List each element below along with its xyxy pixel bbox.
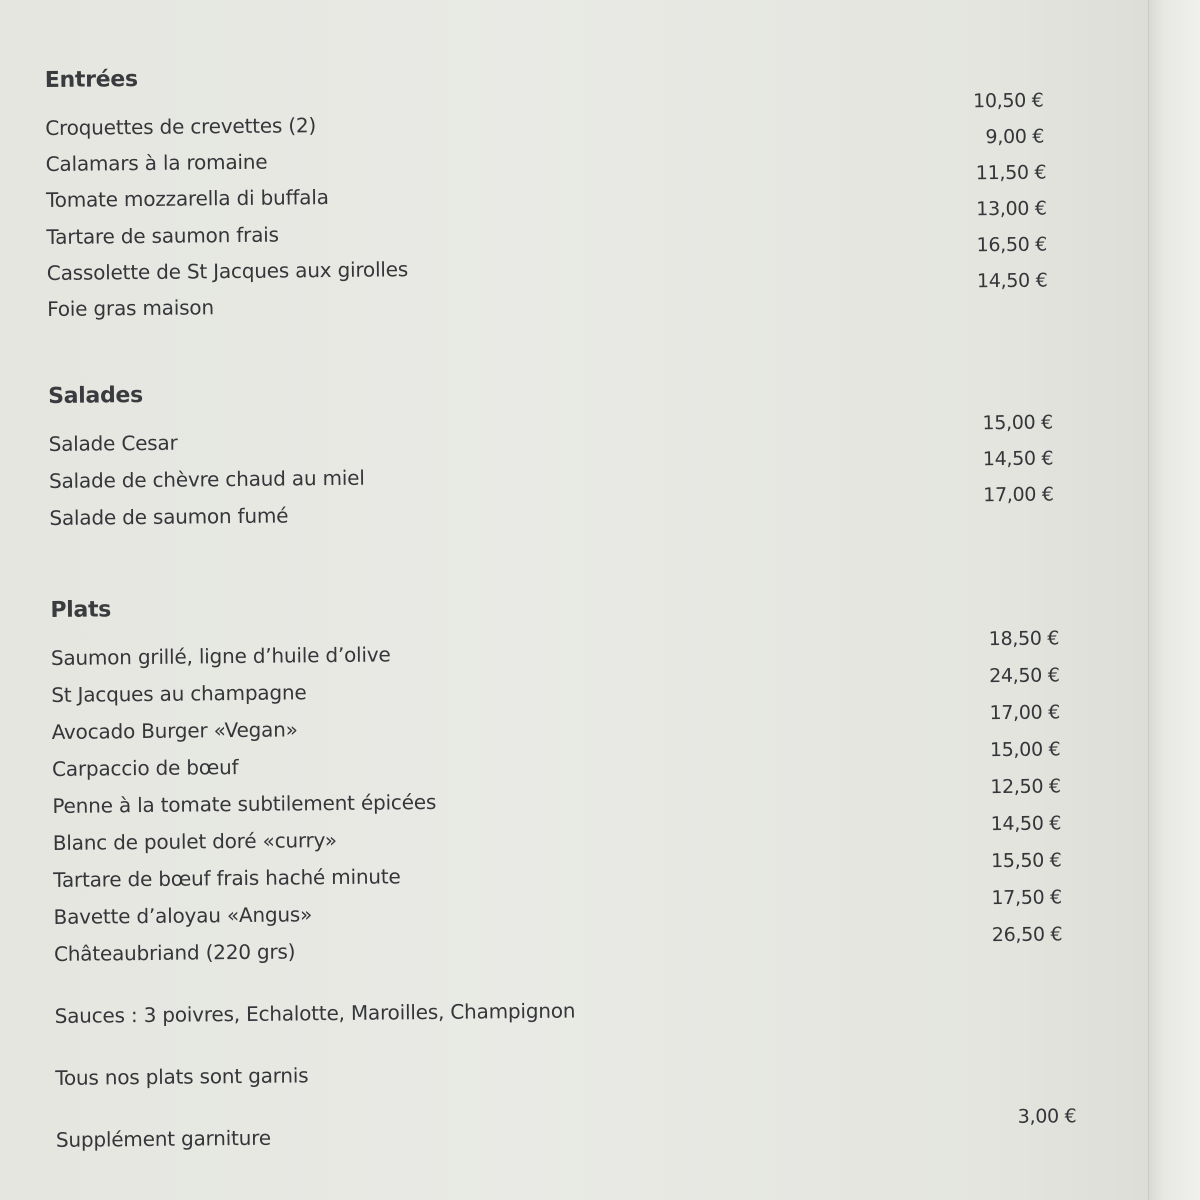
menu-price: 14,50 € <box>990 812 1062 836</box>
menu-item: Avocado Burger «Vegan» <box>51 717 298 744</box>
menu-price: 9,00 € <box>985 125 1045 149</box>
menu-price: 15,00 € <box>989 738 1061 762</box>
menu-price: 15,50 € <box>990 849 1062 873</box>
menu-item: Salade de chèvre chaud au miel <box>48 465 365 493</box>
menu-item: Salade de saumon fumé <box>49 503 289 530</box>
menu-price: 15,00 € <box>982 411 1054 435</box>
menu-price: 14,50 € <box>982 447 1054 471</box>
section-title-entrees: Entrées <box>44 67 138 93</box>
menu-item: Tomate mozzarella di buffala <box>45 185 329 212</box>
menu-item: Châteaubriand (220 grs) <box>53 939 296 966</box>
page-edge <box>1148 0 1200 1200</box>
section-title-salades: Salades <box>48 382 144 409</box>
menu-item: Blanc de poulet doré «curry» <box>52 827 338 855</box>
menu-price: 16,50 € <box>976 233 1048 257</box>
menu-price: 17,00 € <box>989 701 1061 725</box>
menu-item: Carpaccio de bœuf <box>51 755 239 781</box>
sauces-note: Sauces : 3 poivres, Echalotte, Maroilles, Champignon <box>54 998 576 1028</box>
menu-price: 13,00 € <box>976 197 1047 221</box>
menu-price: 17,00 € <box>983 483 1054 507</box>
menu-price: 14,50 € <box>976 269 1048 293</box>
menu-item: Croquettes de crevettes (2) <box>45 113 317 140</box>
menu-item: Tartare de bœuf frais haché minute <box>53 864 401 892</box>
menu-price: 26,50 € <box>991 923 1063 947</box>
menu-price: 18,50 € <box>988 627 1060 651</box>
menu-item: St Jacques au champagne <box>51 680 307 707</box>
menu-price: 17,50 € <box>991 886 1062 910</box>
menu-item: Tartare de saumon frais <box>46 222 279 249</box>
menu-item: Calamars à la romaine <box>45 149 268 176</box>
menu-price: 11,50 € <box>975 161 1047 185</box>
garnish-note: Tous nos plats sont garnis <box>55 1063 309 1090</box>
menu-item: Salade Cesar <box>48 430 178 456</box>
menu-price: 12,50 € <box>990 775 1061 799</box>
menu-item: Penne à la tomate subtilement épicées <box>52 789 437 818</box>
menu-item: Bavette d’aloyau «Angus» <box>53 902 313 929</box>
section-title-plats: Plats <box>50 597 112 623</box>
menu-content <box>44 0 1097 1200</box>
menu-item: Foie gras maison <box>47 295 214 321</box>
menu-item: Saumon grillé, ligne d’huile d’olive <box>50 642 391 670</box>
menu-price: 24,50 € <box>989 664 1060 688</box>
menu-price: 10,50 € <box>972 89 1044 113</box>
supplement-price: 3,00 € <box>1017 1105 1077 1128</box>
supplement-label: Supplément garniture <box>55 1125 272 1152</box>
menu-item: Cassolette de St Jacques aux girolles <box>46 257 409 285</box>
